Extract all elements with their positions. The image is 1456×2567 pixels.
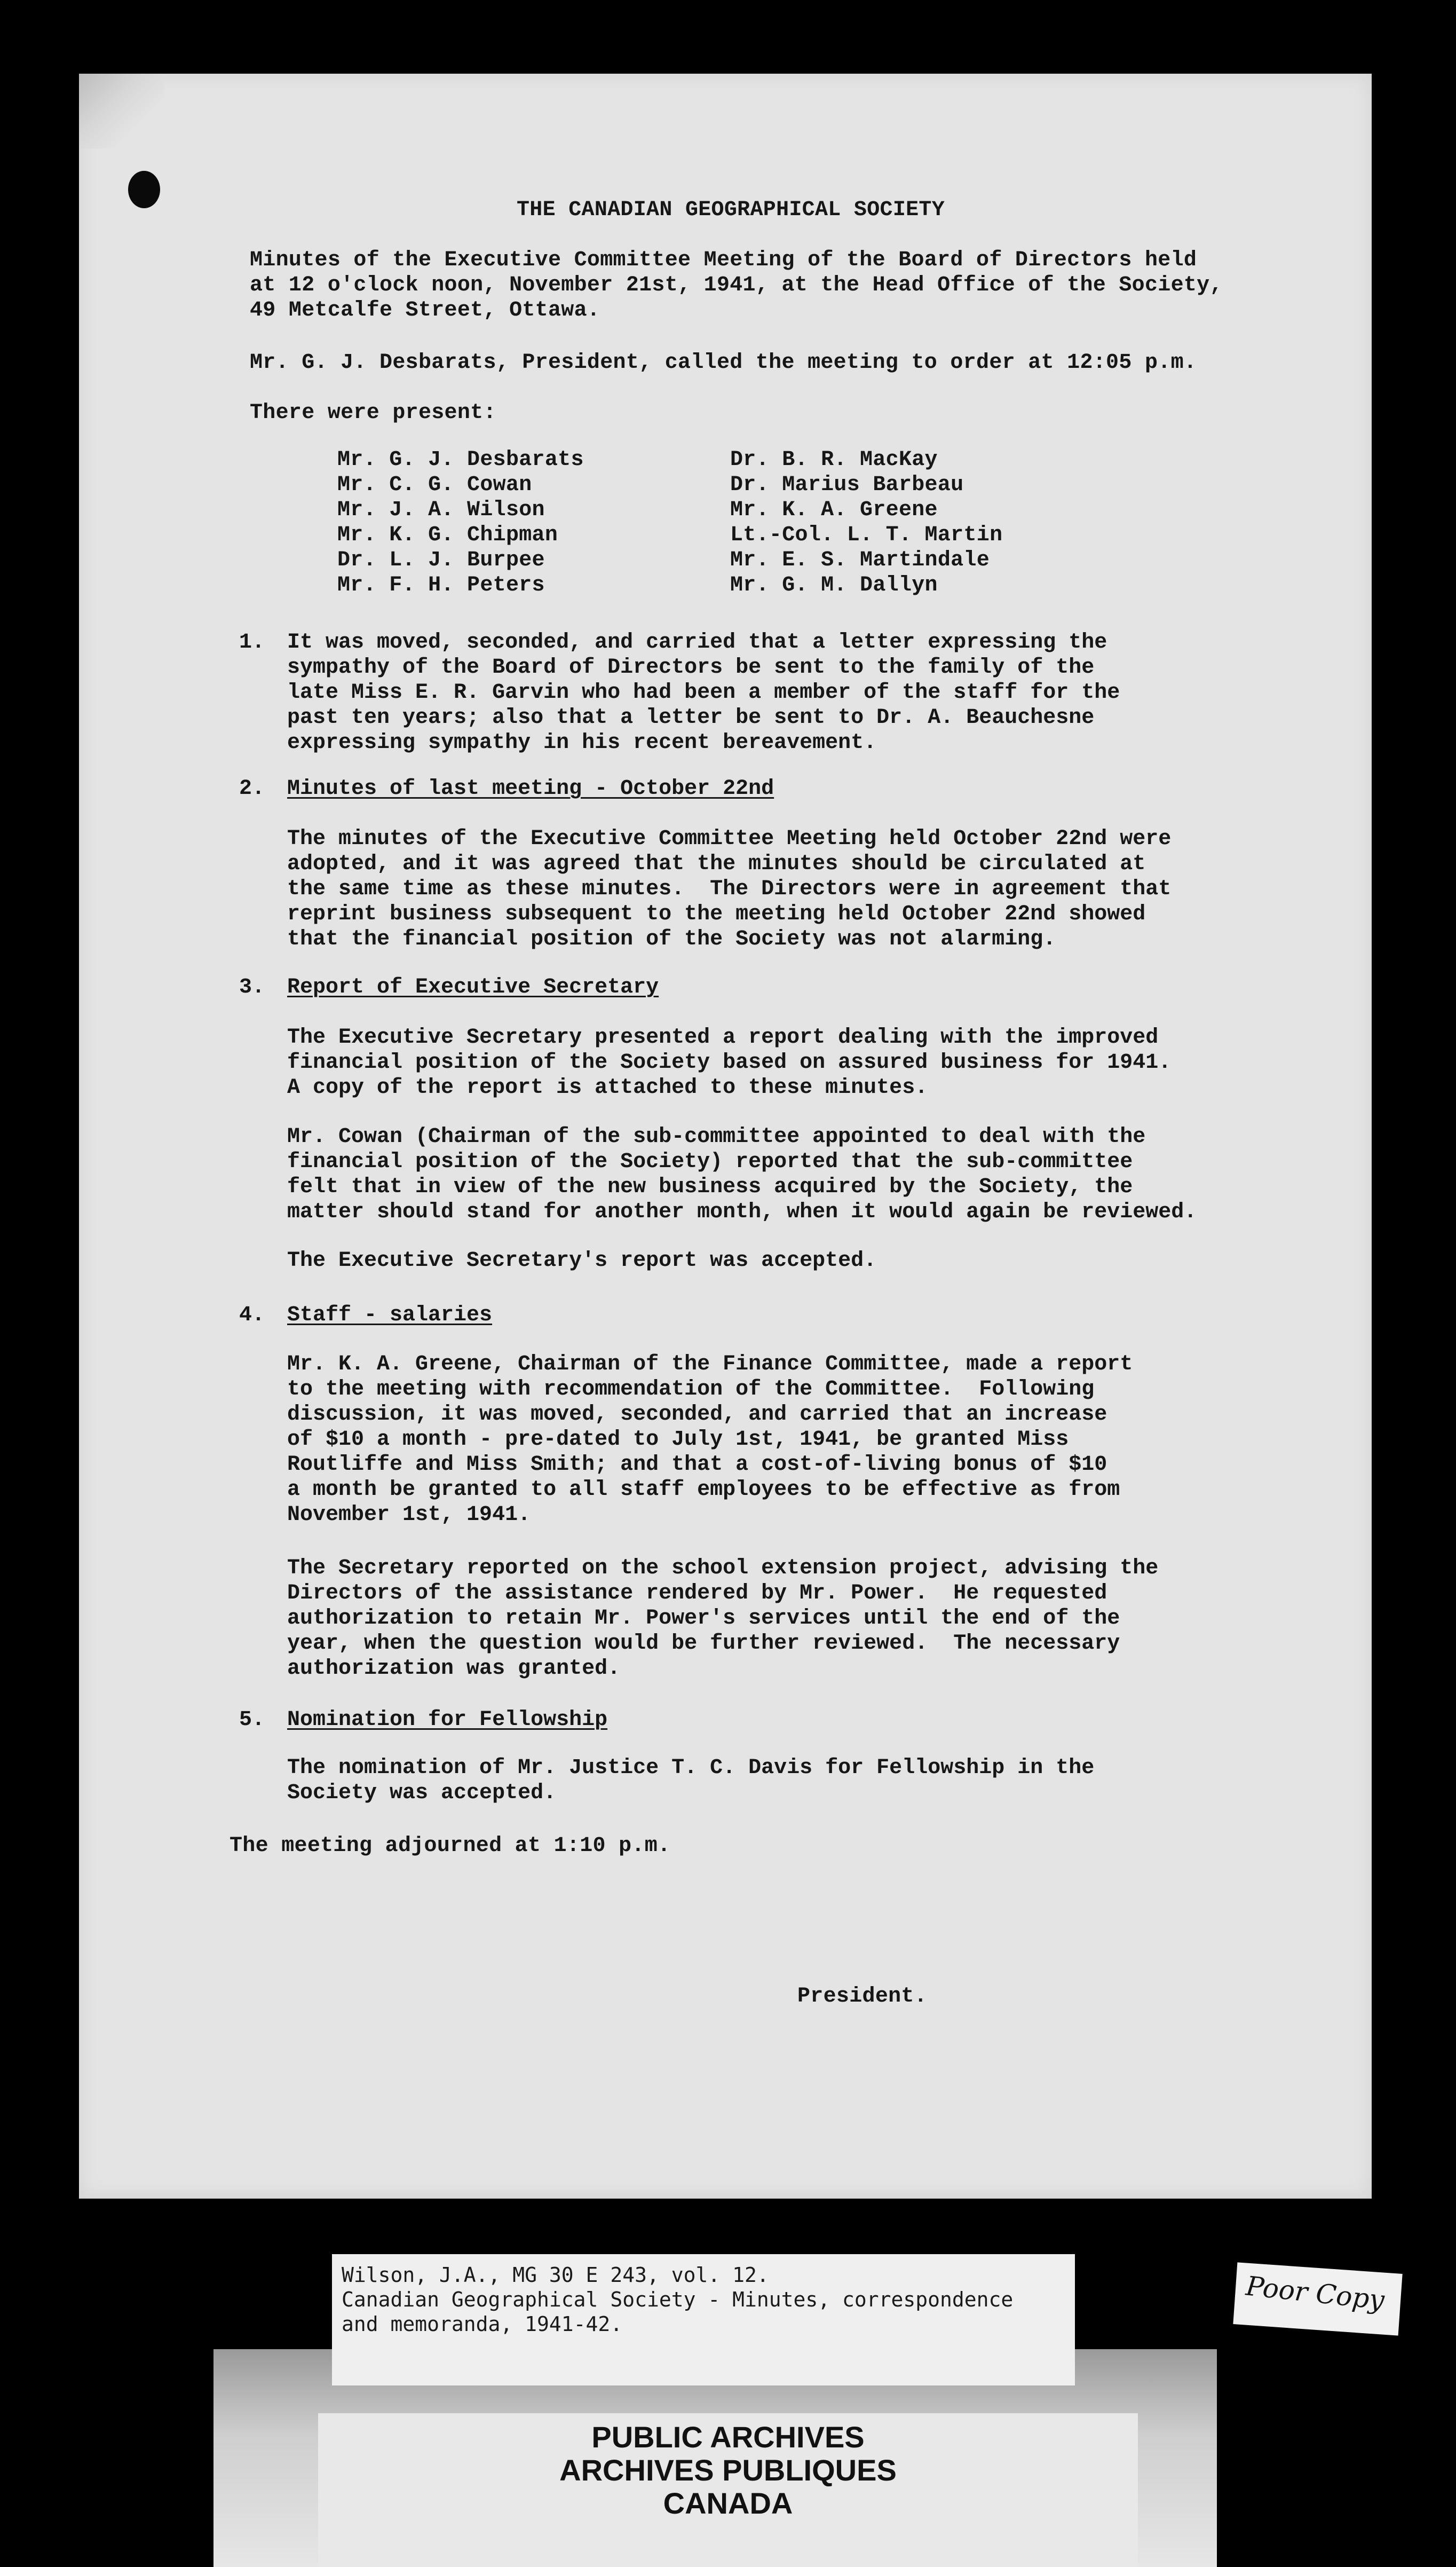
item-paragraph: The Executive Secretary presented a report dealing with the improved financial position of the Society based on assured business for 1941. A copy of the report is attached to these minutes. — [287, 1026, 1172, 1100]
item-number: 2. — [239, 777, 265, 801]
item-paragraph: Mr. Cowan (Chairman of the sub-committee appointed to deal with the financial position of the Society) reported that the sub-committee felt that in view of the new business acquired by the Society, the matter should stand for another month, when it would again be reviewed. — [287, 1125, 1197, 1224]
adjourned-line: The meeting adjourned at 1:10 p.m. — [230, 1834, 671, 1858]
item-paragraph: The minutes of the Executive Committee Meeting held October 22nd were adopted, and it was agreed that the minutes should be circulated at the same time as these minutes. The Directors were in agreement that reprint business subsequent to the meeting held October 22nd showed that the financial position of the Society was not alarming. — [287, 827, 1172, 951]
item-number: 4. — [239, 1303, 265, 1327]
document-title: THE CANADIAN GEOGRAPHICAL SOCIETY — [517, 198, 945, 222]
signature-line: President. — [797, 1985, 928, 2009]
item-paragraph: It was moved, seconded, and carried that a letter expressing the sympathy of the Board of Directors be sent to the family of the late Miss E. R. Garvin who had been a member of the staff for the past ten years; also that a letter be sent to Dr. A. Beauchesne expressing sympathy in his recent bereavement. — [287, 631, 1120, 755]
minutes-intro: Minutes of the Executive Committee Meeting of the Board of Directors held at 12 o'clock noon, November 21st, 1941, at the Head Office of the Society, 49 Metcalfe Street, Ottawa. — [250, 248, 1223, 322]
present-label: There were present: — [250, 401, 496, 425]
punch-hole — [128, 171, 160, 208]
attendees-column-left: Mr. G. J. Desbarats Mr. C. G. Cowan Mr. J. A. Wilson Mr. K. G. Chipman Dr. L. J. Burpee Mr. F. H. Peters — [337, 448, 584, 597]
item-paragraph: The Executive Secretary's report was accepted. — [287, 1249, 877, 1273]
item-paragraph: The nomination of Mr. Justice T. C. Davis for Fellowship in the Society was accepted. — [287, 1756, 1095, 1805]
item-heading: Minutes of last meeting - October 22nd — [287, 777, 774, 801]
archive-reference-text: Wilson, J.A., MG 30 E 243, vol. 12. Canadian Geographical Society - Minutes, correspondence and memoranda, 1941-42. — [342, 2263, 1014, 2336]
item-heading: Report of Executive Secretary — [287, 975, 659, 999]
archives-stamp-line2: ARCHIVES PUBLIQUES — [559, 2453, 897, 2487]
item-number: 3. — [239, 975, 265, 999]
called-to-order: Mr. G. J. Desbarats, President, called the meeting to order at 12:05 p.m. — [250, 351, 1197, 375]
item-paragraph: The Secretary reported on the school extension project, advising the Directors of the assistance rendered by Mr. Power. He requested authorization to retain Mr. Power's services until the end of the year, when the question would be further reviewed. The necessary authorization was granted. — [287, 1556, 1159, 1681]
poor-copy-note: Poor Copy — [1244, 2270, 1386, 2316]
archives-stamp-line3: CANADA — [663, 2486, 793, 2520]
item-number: 1. — [239, 631, 265, 655]
item-number: 5. — [239, 1708, 265, 1732]
item-heading: Nomination for Fellowship — [287, 1708, 608, 1732]
archives-stamp — [318, 2421, 1138, 2520]
item-heading: Staff - salaries — [287, 1303, 493, 1327]
item-paragraph: Mr. K. A. Greene, Chairman of the Finance Committee, made a report to the meeting with recommendation of the Committee. Following discussion, it was moved, seconded, and carried that an increase of $10 a month - pre-dated to July 1st, 1941, be granted Miss Routliffe and Miss Smith; and that a cost-of-living bonus of $10 a month be granted to all staff employees to be effective as from November 1st, 1941. — [287, 1352, 1133, 1527]
attendees-column-right: Dr. B. R. MacKay Dr. Marius Barbeau Mr. K. A. Greene Lt.-Col. L. T. Martin Mr. E. S. Martindale Mr. G. M. Dallyn — [730, 448, 1003, 597]
archives-stamp-line1: PUBLIC ARCHIVES — [591, 2420, 865, 2454]
document-page — [79, 74, 1372, 2199]
page-corner-wear — [79, 74, 164, 148]
